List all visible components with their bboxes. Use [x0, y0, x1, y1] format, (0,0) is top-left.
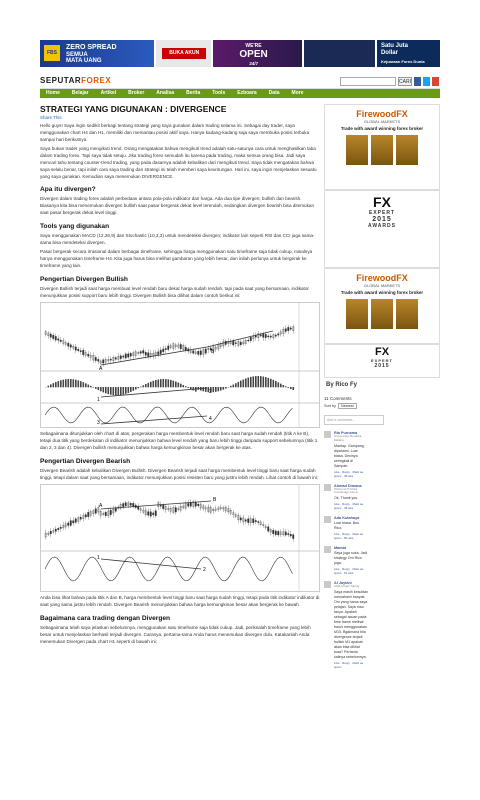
top-banner-ads: [40, 40, 440, 67]
nav-tools[interactable]: Tools: [212, 90, 226, 96]
fbs-banner[interactable]: [40, 40, 154, 67]
article: [40, 104, 320, 645]
share-link[interactable]: Share This: [40, 115, 62, 120]
macd-bar: [238, 382, 240, 387]
bull-label-4: 4: [209, 416, 212, 423]
macd-bar: [255, 376, 257, 387]
bullish-chart-svg: [41, 303, 319, 427]
fx-expert-year-2: 2015: [374, 363, 390, 369]
comment-text: Mantap. Gampang dipahami, Luar biasa. Devinya seringkali di Sampah.: [334, 443, 364, 468]
banner-dollar: Dollar: [380, 50, 398, 56]
author-byline[interactable]: By Rico Fy: [326, 382, 358, 388]
fx-expert-year: 2015: [372, 216, 392, 223]
macd-bar: [220, 387, 222, 391]
macd-bar: [235, 384, 237, 388]
macd-bar: [260, 376, 262, 387]
macd-bar: [203, 387, 205, 391]
macd-bar: [233, 385, 235, 388]
macd-bar: [280, 384, 282, 388]
comment-item: [324, 581, 440, 669]
macd-bar: [128, 387, 130, 393]
firewoodfx-ad-2[interactable]: [324, 268, 440, 344]
comment-actions[interactable]: Like · Reply · Mark as spam · 50 wks: [334, 532, 364, 541]
macd-bar: [143, 386, 145, 388]
macd-bar: [263, 377, 265, 388]
firewoodfx-sub: GLOBAL MARKETS: [363, 119, 401, 124]
comment-actions[interactable]: Like · Reply · Mark as spam · 45 wks: [334, 469, 364, 478]
nav-berita[interactable]: Berita: [186, 90, 201, 96]
macd-bar: [168, 380, 170, 388]
facebook-icon[interactable]: [414, 77, 421, 86]
para-tools-1: Saya menggunakan MACD (12,26,9) dan Stochastic (10,3,3) untuk mendeteksi divergen; indikator lain seperti RSI dan CCI juga sama-sama bisa mendeteksi divergen.: [40, 232, 315, 245]
banner-sub1: SEMUA: [66, 52, 88, 58]
macd-bar: [275, 381, 277, 387]
macd-bar: [293, 387, 295, 390]
bearish-chart-svg: [41, 485, 319, 591]
macd-bar: [290, 387, 292, 389]
bull-label-1: 1: [97, 397, 100, 404]
comments-count: 11 Comments: [324, 396, 352, 401]
para-intro-1: Hello guys! Saya ingin sedikit berbagi tentang strategi yang saya gunakan dalam trading selama ini. Sebagai day trader, saya menggunakan chart H4 dan H1, memiliki dan memantau posisi aktif saya. Hanya kadang-kadang saja saya membuka posisi terbuka sampai hari berikutnya.: [40, 123, 310, 142]
fx-expert-title: FX: [373, 194, 391, 210]
macd-bar: [140, 387, 142, 388]
nav-artikel[interactable]: Artikel: [100, 90, 117, 96]
article-title: STRATEGI YANG DIGUNAKAN : DIVERGENCE: [40, 104, 227, 114]
macd-bar: [213, 387, 215, 392]
macd-bar: [270, 379, 272, 388]
para-what-divergence: Divergen dalam trading forex adalah perbedaan antara pola-pola indikator dan harga. Ada dua tipe divergen; bullish dan bearish. Biasanya kita bisa menemukan divergen bullish saat pasar bergerak dekat level terendah, sedangkan divergen bearish bisa ditemukan saat pasar bergerak dekat level tinggi.: [40, 196, 315, 215]
macd-bar: [253, 377, 255, 388]
para-bearish: Divergen Bearish adalah kebalikan Divergen Bullish. Divergen Bearish terjadi saat harga membentuk level tinggi baru saat harga sudah tinggi, tetapi dalam saat yang bersamaan, indikator menunjukkan posisi resisten baru yang justru lebih rendah. Lihat contoh di bawah ini:: [40, 467, 319, 480]
award-badges-2: [325, 299, 439, 329]
macd-bar: [48, 386, 50, 388]
open-247-banner[interactable]: [213, 40, 302, 67]
award-badge: [371, 135, 393, 165]
comment-text: Saya masih kesulitan memahami banyak. Om yang harus saya pelajari. Saya mau tanya. Apakah sebagai acuan pada time frame melihat harus menggunakan M15. Bgaimana bila divergence terjadi bullish M1 apakah akan bisa dilihat tuaa? Pertama kalinya sebelumnya.: [334, 589, 368, 659]
macd-bar: [173, 381, 175, 388]
comment-author[interactable]: Ria Purnama: [334, 431, 358, 435]
macd-bar: [185, 387, 187, 388]
award-badge: [396, 299, 418, 329]
macd-bar: [145, 384, 147, 387]
avatar[interactable]: [324, 581, 331, 588]
macd-bar: [243, 380, 245, 388]
fx-expert-awards-ad-2[interactable]: [324, 344, 440, 378]
comment-item: [324, 484, 440, 511]
comment-meta: SMA Negeri Sijung: [334, 584, 360, 589]
comment-actions[interactable]: Like · Reply · Mark as spam: [334, 660, 364, 669]
fx-expert-awards: AWARDS: [368, 223, 396, 229]
para-bullish-after: Sebagaimana ditunjukkan oleh chart di atas, pergerakan harga membentuk level rendah baru saat harga sudah rendah (titik A ke B), tetapi dua titik yang berdekatan di indikator menunjukkan bahwa level rendah yang baru lebih tinggi daripada support sebelumnya (titik 1 dan 2, 3 dan 4). Divergen bullish menunjukkan bahwa harga kemungkinan besar akan bergerak ke atas.: [40, 431, 318, 450]
macd-bar: [130, 387, 132, 392]
nav-ezboara[interactable]: Ezboara: [237, 90, 257, 96]
banner-title: ZERO SPREAD: [66, 44, 117, 51]
banner-sub2: MATA UANG: [66, 58, 102, 64]
banner-247: 24/7: [249, 61, 259, 66]
macd-bar: [55, 382, 57, 387]
award-badge: [346, 135, 368, 165]
macd-bar: [148, 383, 150, 387]
firewoodfx-logo: FirewoodFX: [356, 109, 408, 119]
avatar[interactable]: [324, 546, 331, 553]
macd-bar: [105, 387, 107, 393]
bull-label-3: 3: [97, 420, 100, 427]
comment-author[interactable]: Ada Kutahaya: [334, 516, 360, 521]
firewoodfx-logo-2: FirewoodFX: [356, 273, 408, 283]
avatar[interactable]: [324, 516, 331, 523]
comment-author[interactable]: Mamat: [334, 546, 347, 551]
macd-bar: [63, 380, 65, 388]
award-badges: [325, 135, 439, 165]
heading-what-divergence: Apa itu divergen?: [40, 186, 96, 194]
comments-sort: [324, 403, 440, 409]
macd-bar: [53, 384, 55, 388]
macd-bar: [230, 386, 232, 387]
fx-expert-title-2: FX: [374, 346, 390, 358]
macd-bar: [183, 385, 185, 387]
macd-bar: [160, 379, 162, 387]
macd-bar: [73, 380, 75, 388]
trader-photo-banner[interactable]: [304, 40, 375, 67]
comment-item: [324, 431, 440, 478]
macd-bar: [153, 381, 155, 387]
macd-bar: [100, 387, 102, 391]
banner-kejuaraan: Kejuaraan Forex Dunia: [380, 59, 425, 64]
comment-text: Ok. Thank you.: [334, 496, 359, 501]
macd-bar: [268, 378, 270, 387]
sidebar: [324, 104, 440, 669]
macd-bar: [125, 387, 127, 394]
macd-bar: [248, 378, 250, 388]
open-account-button[interactable]: BUKA AKUN: [162, 48, 206, 59]
site-logo[interactable]: [40, 76, 111, 85]
comment-text: Luar biasa. Bos Rico.: [334, 521, 359, 531]
macd-bar: [68, 379, 70, 387]
firewoodfx-tagline: Trade with award winning forex broker: [340, 126, 424, 131]
award-badge: [371, 299, 393, 329]
google-plus-icon[interactable]: [432, 77, 439, 86]
macd-bar: [123, 387, 125, 394]
bear-label-b: B: [213, 497, 217, 504]
bullish-divergence-chart: [40, 302, 320, 428]
macd-bar: [223, 387, 225, 390]
macd-bar: [110, 387, 112, 395]
macd-bar: [215, 387, 217, 392]
macd-bar: [85, 384, 87, 388]
bull-label-b: B: [211, 349, 215, 356]
comment-meta: Works at Pt Mulia Knowledge Karya: [334, 486, 358, 495]
fx-expert-word-2: EXPERT: [370, 358, 393, 363]
avatar[interactable]: [324, 484, 331, 491]
comment-actions[interactable]: Like · Reply · Mark as spam · 51 wks: [334, 567, 364, 576]
banner-open: OPEN: [239, 49, 268, 60]
macd-bar: [240, 381, 242, 388]
macd-bar: [273, 380, 275, 387]
para-tools-2: Pasar bergerak secara irrasional dalam berbagai timeframe, sehingga harga menggunakan satu timeframe saja tidak cukup, misalnya hanya menggunakan timeframe H4. Kita juga harus bisa melihat gambaran yang lebih besar, dan inilah perlunya untuk bergerak ke timeframe yang lain.: [40, 249, 313, 268]
heading-how-to-trade: Bagaimana cara trading dengan Divergen: [40, 614, 171, 622]
comment-meta: Universitas Merdeka Malang: [334, 434, 362, 442]
twitter-icon[interactable]: [423, 77, 430, 86]
macd-bar: [278, 383, 280, 388]
macd-bar: [98, 387, 100, 390]
search-input[interactable]: [340, 77, 396, 86]
banner-pre: WE'RE: [245, 43, 262, 49]
heading-bearish: Pengertian Divergen Bearish: [40, 457, 131, 465]
macd-bar: [108, 387, 110, 394]
macd-bar: [78, 381, 80, 388]
macd-bar: [65, 380, 67, 388]
bearish-divergence-chart: [40, 484, 320, 592]
macd-bar: [60, 381, 62, 388]
macd-bar: [135, 387, 137, 390]
macd-bar: [180, 384, 182, 388]
macd-bar: [58, 381, 60, 387]
macd-bar: [245, 379, 247, 388]
firewoodfx-tagline-2: Trade with award winning forex broker: [340, 290, 424, 295]
logo-part-b: FOREX: [81, 76, 112, 85]
bull-label-2: 2: [209, 389, 212, 396]
para-bullish: Divergen Bullish terjadi saat harga membuat level rendah baru dekat harga sudah rendah, tapi pada saat yang bersamaan, indikator menunjukkan posisi support baru lebih tinggi. Divergen Bullish bisa dilihat dalam contoh berikut ini:: [40, 285, 309, 298]
nav-belajar[interactable]: Belajar: [71, 90, 89, 96]
logo-part-a: SEPUTAR: [40, 76, 82, 85]
macd-bar: [113, 387, 115, 395]
macd-bar: [288, 387, 290, 388]
main-nav: [40, 89, 440, 98]
bear-label-2: 2: [203, 567, 206, 574]
bear-label-a: A: [99, 503, 103, 510]
firewoodfx-sub-2: GLOBAL MARKETS: [363, 283, 401, 288]
para-how-to-trade: Sebagaimana telah saya jelaskan sebelumnya, menggunakan satu timeframe saja tidak cukup. Jadi, periksalah timeframe yang lebih besar untuk menjelaskan berhasil terjadi divergen. Caranya, pertama-tama Anda harus menemukan divergen dulu. Katakanlah Anda menemukan Divergen pada chart H1 seperti di bawah ini:: [40, 624, 311, 644]
award-badge: [396, 135, 418, 165]
macd-bar: [93, 387, 95, 388]
macd-bar: [158, 380, 160, 388]
macd-bar: [163, 379, 165, 387]
championship-banner[interactable]: [377, 40, 440, 67]
heading-tools: Tools yang digunakan: [40, 222, 110, 230]
macd-bar: [103, 387, 105, 392]
macd-bar: [70, 379, 72, 387]
comment-author[interactable]: Al Jaylani: [334, 581, 352, 586]
macd-bar: [50, 385, 52, 388]
macd-bar: [80, 382, 82, 388]
para-intro-2: Saya bukan trader yang mengikuti trend. Orang mengatakan bahwa mengikuti trend adalah satu-satunya cara untuk menghasilkan laba dalam trading forex. Tapi saya tidak setuju. Jika trading forex semudah itu karena pada trading, maka semua orang bisa. Jadi saya mencari tahu tentang counter-trend trading, yang pada dasarnya adalah kebalikan dari mengikuti trend. Saya tidak mengatakan bahwa saya selalu benar, tapi inilah cara saya trading dan strategi ini telah memberi saya keuntungan. Hari ini, saya ingin menjelaskan sesuatu yang saya gunakan. Kemudian saya menemukan DIVERGENCE.: [40, 146, 317, 179]
comment-item: [324, 516, 440, 540]
nav-broker[interactable]: Broker: [128, 90, 145, 96]
macd-bar: [218, 387, 220, 391]
macd-bar: [170, 380, 172, 387]
macd-bar: [178, 383, 180, 388]
heading-bullish: Pengertian Divergen Bullish: [40, 275, 128, 283]
nav-home[interactable]: Home: [46, 90, 60, 96]
comment-text: Saya juga suka. Jadi strategy Om Rico juga.: [334, 551, 368, 566]
macd-bar: [118, 387, 120, 395]
macd-bar: [95, 387, 97, 389]
macd-bar: [150, 382, 152, 388]
macd-bar: [83, 383, 85, 388]
macd-bar: [120, 387, 122, 395]
macd-bar: [88, 385, 90, 388]
fbs-logo: FBS: [44, 45, 60, 61]
macd-bar: [190, 387, 192, 389]
bear-label-1: 1: [97, 555, 100, 562]
avatar[interactable]: [324, 431, 331, 438]
macd-bar: [155, 380, 157, 387]
macd-bar: [175, 382, 177, 388]
nav-analisa[interactable]: Analisa: [156, 90, 175, 96]
macd-bar: [250, 377, 252, 387]
macd-bar: [75, 380, 77, 388]
macd-bar: [165, 379, 167, 387]
banner-juta: Satu Juta: [380, 43, 408, 49]
comment-actions[interactable]: Like · Reply · Mark as spam · 35 wks: [334, 502, 364, 511]
macd-bar: [138, 387, 140, 388]
fx-expert-word: EXPERT: [368, 210, 395, 216]
para-bearish-after: Anda bisa lihat bahwa pada titik A dan B, harga membentuk level tinggi baru saat harga sudah tinggi, tetapi pada titik indikator indikator di saat yang sama justru lebih rendah. Divergen Bearish menunjukkan bahwa harga kemungkinan besar akan bergerak ke bawah.: [40, 595, 320, 608]
firewoodfx-ad-1[interactable]: [324, 104, 440, 190]
sort-select[interactable]: Newest: [338, 403, 357, 409]
search-button[interactable]: CARI: [399, 79, 411, 85]
site-header: [40, 75, 440, 89]
macd-bar: [133, 387, 135, 391]
nav-more[interactable]: More: [291, 90, 304, 96]
comments-section: [324, 396, 440, 669]
macd-bar: [115, 387, 117, 395]
comment-item: [324, 546, 440, 575]
award-badge: [346, 299, 368, 329]
macd-bar: [283, 385, 285, 387]
macd-bar: [225, 387, 227, 389]
sort-label: Sort by: [324, 404, 337, 408]
bull-label-a: A: [99, 366, 103, 373]
macd-bar: [90, 386, 92, 387]
fx-expert-awards-ad-1[interactable]: [324, 190, 440, 268]
comment-author[interactable]: Ahmad Dimana: [334, 483, 362, 488]
open-account-banner[interactable]: [156, 40, 211, 67]
macd-bar: [265, 377, 267, 387]
macd-bar: [258, 376, 260, 387]
macd-bar: [188, 387, 190, 388]
macd-bar: [285, 387, 287, 388]
add-comment-input[interactable]: Add a comment...: [324, 415, 384, 425]
nav-data[interactable]: Data: [268, 90, 280, 96]
